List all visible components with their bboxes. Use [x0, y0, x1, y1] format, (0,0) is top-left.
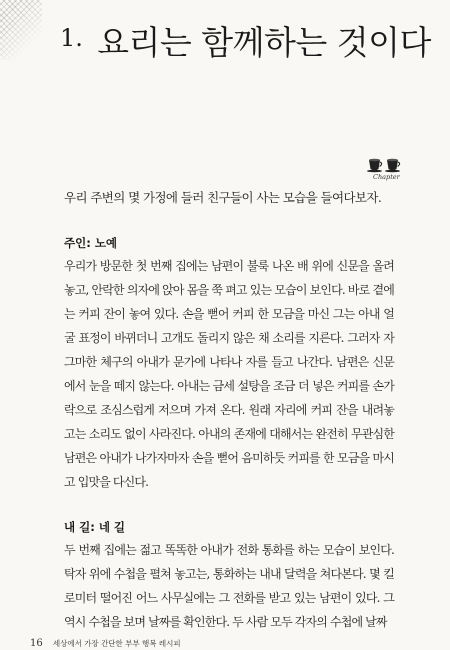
- text-line: 는 커피 잔이 놓여 있다. 손을 뻗어 커피 한 모금을 마신 그는 아내 얼: [64, 307, 394, 321]
- section-heading: 주인: 노예: [64, 236, 118, 250]
- text-line: 굴 표정이 바뀌더니 고개도 돌리지 않은 채 소리를 지른다. 그러자 자: [64, 331, 394, 345]
- text-line: 놓고, 안락한 의자에 앉아 몸을 쭉 펴고 있는 모습이 보인다. 바로 곁에: [64, 283, 394, 297]
- chapter-title-text: 요리는 함께하는 것이다: [97, 23, 431, 62]
- running-footer: [30, 631, 181, 650]
- text-line: 남편은 아내가 나가자마자 손을 뻗어 음미하듯 커피를 한 모금을 마시: [64, 451, 394, 465]
- corner-pattern: [0, 0, 42, 60]
- text-line: 우리가 방문한 첫 번째 집에는 남편이 불룩 나온 배 위에 신문을 올려: [64, 259, 394, 273]
- text-line: 탁자 위에 수첩을 펼쳐 놓고는, 통화하는 내내 달력을 쳐다본다. 몇 킬: [64, 567, 394, 581]
- text-line: 그마한 체구의 아내가 문가에 나타나 자를 들고 나간다. 남편은 신문: [64, 355, 394, 369]
- chapter-title: [60, 23, 431, 62]
- paragraph-2: [64, 538, 394, 634]
- paragraph-1: [64, 254, 394, 494]
- text-line: 락으로 조심스럽게 저으며 가져 온다. 원래 자리에 커피 잔을 내려놓: [64, 403, 394, 417]
- intro-text: 우리 주변의 몇 가정에 들러 친구들이 사는 모습을 들여다보자.: [64, 190, 382, 205]
- text-line: 역시 수첩을 보며 날짜를 확인한다. 두 사람 모두 각자의 수첩에 날짜: [64, 615, 387, 629]
- text-line: 로미터 떨어진 어느 사무실에는 그 전화를 받고 있는 남편이 있다. 그: [64, 591, 394, 605]
- page-number: 16: [30, 638, 43, 649]
- coffee-cups-icon: [363, 156, 409, 186]
- text-line: 두 번째 집에는 젊고 똑똑한 아내가 전화 통화를 하는 모습이 보인다.: [64, 543, 394, 557]
- text-line: 에서 눈을 떼지 않는다. 아내는 금세 설탕을 조금 더 넣은 커피를 손가: [64, 379, 394, 393]
- book-title: 세상에서 가장 간단한 부부 행복 레시피: [52, 639, 181, 648]
- ornament-label: Chapter: [373, 173, 400, 181]
- text-line: 고는 소리도 없이 사라진다. 아내의 존재에 대해서는 완전히 무관심한: [64, 427, 394, 441]
- text-line: 고 입맛을 다신다.: [64, 475, 149, 489]
- chapter-ornament: [363, 156, 409, 186]
- body-content: [64, 232, 394, 634]
- chapter-number: 1.: [60, 24, 83, 52]
- section-heading: 내 길: 네 길: [64, 520, 126, 534]
